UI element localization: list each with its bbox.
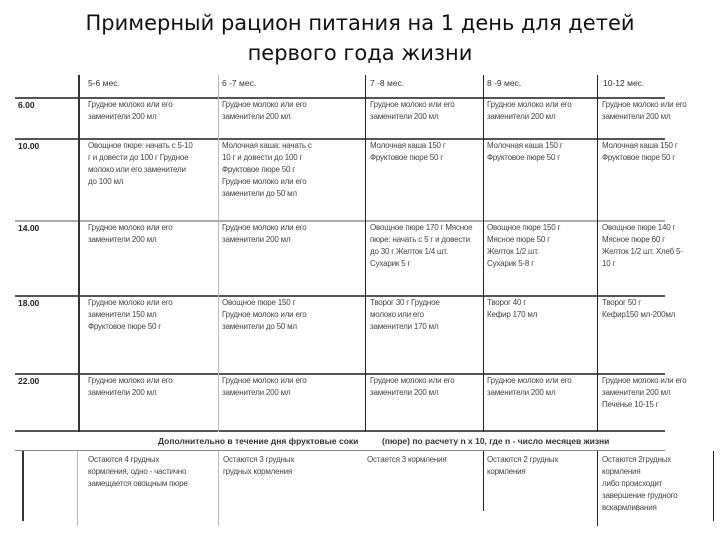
summary-cell: Остаются 4 грудных кормления, одно - частично замещается овощным пюре — [88, 455, 188, 488]
row-divider — [15, 430, 665, 432]
page-title: Примерный рацион питания на 1 день для детей первого года жизни — [85, 11, 635, 65]
row-divider — [15, 450, 665, 451]
meal-cell: Овощное пюре 150 г Мясное пюре 50 г Желток 1/2 шт. Сухарик 5-8 г — [487, 223, 561, 268]
meal-cell: Грудное молоко или его заменители 200 мл — [88, 100, 173, 121]
meal-cell: Грудное молоко или его заменители 200 мл — [88, 223, 173, 244]
col-divider — [365, 75, 366, 432]
row-time: 14.00 — [18, 223, 40, 233]
meal-cell: Овощное пюре 140 г Мясное пюре 60 г Желток 1/2 шт. Хлеб 5- 10 г — [602, 223, 683, 268]
diet-table — [15, 75, 687, 530]
meal-cell: Грудное молоко или его заменители 200 мл — [370, 100, 455, 121]
meal-cell: Молочная каша 150 г Фруктовое пюре 50 г — [602, 141, 678, 162]
summary-cell: Остаются 3 грудных грудных кормления — [223, 455, 295, 476]
col-divider — [483, 451, 484, 511]
meal-cell: Молочная каша: начать с 10 г и довести до 100 г Фруктовое пюре 50 г Грудное молоко или его заменители до 50 мл — [222, 141, 312, 198]
column-header: 7 -8 мес. — [370, 78, 405, 88]
col-divider — [483, 75, 484, 432]
meal-cell: Грудное молоко или его заменители 200 мл Печенье 10-15 г — [602, 376, 687, 409]
summary-cell: Остаются 2грудных кормления либо происходит завершение грудного вскармливания — [602, 455, 678, 512]
meal-cell: Овощное пюре 150 г Грудное молоко или его заменители до 50 мл — [222, 298, 307, 331]
row-time: 6.00 — [18, 100, 35, 110]
row-time: 22.00 — [18, 376, 40, 386]
row-time: 10.00 — [18, 141, 40, 151]
meal-cell: Творог 40 г Кефир 170 мл — [487, 298, 538, 319]
meal-cell: Грудное молоко или его заменители 200 мл — [222, 376, 307, 397]
meal-cell: Овощное пюре 170 г Мясное пюре: начать с 5 г и довести до 30 г Желток 1/4 шт. Сухарик 5 г — [370, 223, 473, 268]
meal-cell: Грудное молоко или его заменители 200 мл — [222, 223, 307, 244]
meal-cell: Овощное пюре: начать с 5-10 г и довести до 100 г Грудное молоко или его заменители до 100 мл — [88, 141, 193, 186]
col-divider — [218, 451, 219, 526]
column-header: 8 -9 мес. — [487, 78, 522, 88]
meal-cell: Творог 50 г Кефир150 мл-200мл — [602, 298, 676, 319]
col-divider — [713, 451, 714, 521]
row-time: 18.00 — [18, 298, 40, 308]
meal-cell: Грудное молоко или его заменители 200 мл — [222, 100, 307, 121]
column-header: 5-6 мес. — [88, 78, 120, 88]
col-divider — [77, 451, 78, 526]
col-divider — [78, 75, 80, 432]
column-header: 6 -7 мес. — [222, 78, 257, 88]
meal-cell: Грудное молоко или его заменители 200 мл — [88, 376, 173, 397]
meal-cell: Грудное молоко или его заменители 200 мл — [602, 100, 687, 121]
meal-cell: Грудное молоко или его заменители 200 мл — [370, 376, 455, 397]
summary-cell: Остается 3 кормления — [367, 455, 447, 464]
meal-cell: Творог 30 г Грудное молоко или его заменители 170 мл — [370, 298, 440, 331]
meal-cell: Грудное молоко или его заменители 200 мл — [487, 376, 572, 397]
col-divider — [22, 451, 24, 521]
column-header: 10-12 мес. — [603, 78, 645, 88]
meal-cell: Молочная каша 150 г Фруктовое пюре 50 г — [487, 141, 563, 162]
summary-cell: Остаются 2 грудных кормления — [487, 455, 559, 476]
col-divider — [218, 75, 219, 432]
meal-cell: Молочная каша 150 г Фруктовое пюре 50 г — [370, 141, 446, 162]
col-divider — [597, 451, 598, 526]
fruit-juice-note: Дополнительно в течение дня фруктовые соки (пюре) по расчету n x 10, где n - число месяцев жизни — [158, 436, 610, 446]
meal-cell: Грудное молоко или его заменители 150 мл Фруктовое пюре 50 г — [88, 298, 173, 331]
col-divider — [597, 75, 598, 432]
meal-cell: Грудное молоко или его заменители 200 мл — [487, 100, 572, 121]
